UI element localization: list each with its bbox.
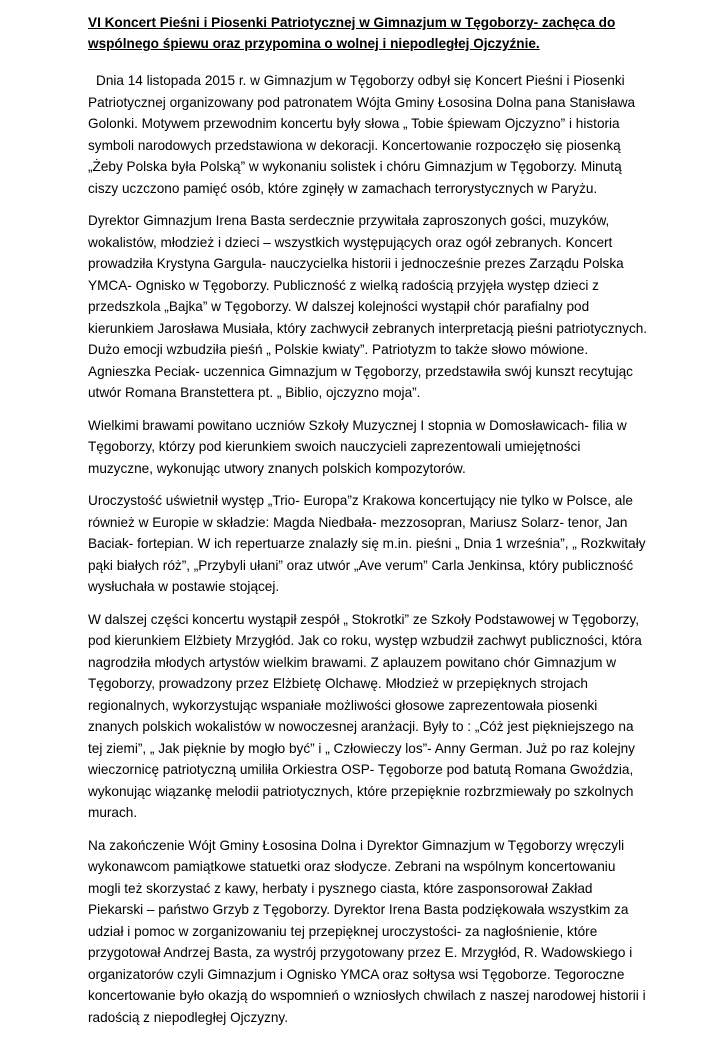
paragraph-welcome: Dyrektor Gimnazjum Irena Basta serdecznie przywitała zaproszonych gości, muzyków, wokalistów, młodzież i dzieci – wszystkich występujących oraz ogół zebranych. Koncert prowadziła Krystyna Gargula- nauczycielka historii i jednocześnie prezes Zarządu Polska YMCA- Ognisko w Tęgoborzy. Publiczność z wielką radością przyjęła występ dzieci z przedszkola „Bajka” w Tęgoborzy. W dalszej kolejności wystąpił chór parafialny pod kierunkiem Jarosława Musiała, który zachwycił zebranych interpretacją pieśni patriotycznych. Dużo emocji wzbudziła pieśń „ Polskie kwiaty”. Patriotyzm to także słowo mówione. Agnieszka Peciak- uczennica Gimnazjum w Tęgoborzy, przedstawiła swój kunszt recytując utwór Romana Branstettera pt. „ Biblio, ojczyzno moja”. xyxy=(88,213,648,400)
paragraph-trio-europa: Uroczystość uświetnił występ „Trio- Europa”z Krakowa koncertujący nie tylko w Polsce, ale również w Europie w składzie: Magda Niedbała- mezzosopran, Mariusz Solarz- tenor, Jan Baciak- fortepian. W ich repertuarze znalazły się m.in. pieśni „ Dnia 1 września”, „ Rozkwitały pąki białych róż”, „Przybyli ułani” oraz utwór „Ave verum” Carla Jenkinsa, który publiczność wysłuchała w postawie stojącej. xyxy=(88,493,646,594)
paragraph-closing: Na zakończenie Wójt Gminy Łososina Dolna i Dyrektor Gimnazjum w Tęgoborzy wręczyli wykonawcom pamiątkowe statuetki oraz słodycze. Zebrani na wspólnym koncertowaniu mogli też skorzystać z kawy, herbaty i pysznego ciasta, które zasponsorował Zakład Piekarski – państwo Grzyb z Tęgoborzy. Dyrektor Irena Basta podziękowała wszystkim za udział i pomoc w zorganizowaniu tej przepięknej uroczystości- za nagłośnienie, które przygotował Andrzej Basta, za wystrój przygotowany przez E. Mrzygłód, R. Wadowskiego i organizatorów czyli Gimnazjum i Ognisko YMCA oraz sołtysa wsi Tęgoborze. Tegoroczne koncertowanie było okazją do wspomnień o wzniosłych chwilach z naszej narodowej historii i radością z niepodległej Ojczyzny. xyxy=(88,837,646,1025)
article-title: VI Koncert Pieśni i Piosenki Patriotycznej w Gimnazjum w Tęgoborzy- zachęca do wspólnego śpiewu oraz przypomina o wolnej i niepodległej Ojczyźnie. xyxy=(88,15,616,51)
paragraph-music-school: Wielkimi brawami powitano uczniów Szkoły Muzycznej I stopnia w Domosławicach- filia w Tęgoborzy, którzy pod kierunkiem swoich nauczycieli zaprezentowali umiejętności muzyczne, wykonując utwory znanych polskich kompozytorów. xyxy=(88,417,627,476)
paragraph-intro: Dnia 14 listopada 2015 r. w Gimnazjum w Tęgoborzy odbył się Koncert Pieśni i Piosenki Patriotycznej organizowany pod patronatem Wójta Gminy Łososina Dolna pana Stanisława Golonki. Motywem przewodnim koncertu były słowa „ Tobie śpiewam Ojczyzno” i historia symboli narodowych przedstawiona w dekoracji. Koncertowanie rozpoczęło się piosenką „Żeby Polska była Polską” w wykonaniu solistek i chóru Gimnazjum w Tęgoborzy. Minutą ciszy uczczono pamięć osób, które zginęły w zamachach terrorystycznych w Paryżu. xyxy=(88,73,636,196)
paragraph-stokrotki: W dalszej części koncertu wystąpił zespół „ Stokrotki” ze Szkoły Podstawowej w Tęgoborzy, pod kierunkiem Elżbiety Mrzygłód. Jak co roku, występ wzbudził zachwyt publiczności, która nagrodziła młodych artystów wielkim brawami. Z aplauzem powitano chór Gimnazjum w Tęgoborzy, prowadzony przez Elżbietę Olchawę. Młodzież w przepięknych strojach regionalnych, wykorzystując wspaniałe możliwości głosowe zaprezentowała piosenki znanych polskich wokalistów w nowoczesnej aranżacji. Były to : „Cóż jest piękniejszego na tej ziemi”, „ Jak pięknie by mogło być” i „ Człowieczy los”- Anny German. Już po raz kolejny wieczornicę patriotyczną umiliła Orkiestra OSP- Tęgoborze pod batutą Romana Gwoździa, wykonując wiązankę melodii patriotycznych, które przepięknie rozbrzmiewały po szkolnych murach. xyxy=(88,611,642,820)
document-page xyxy=(88,12,648,1039)
